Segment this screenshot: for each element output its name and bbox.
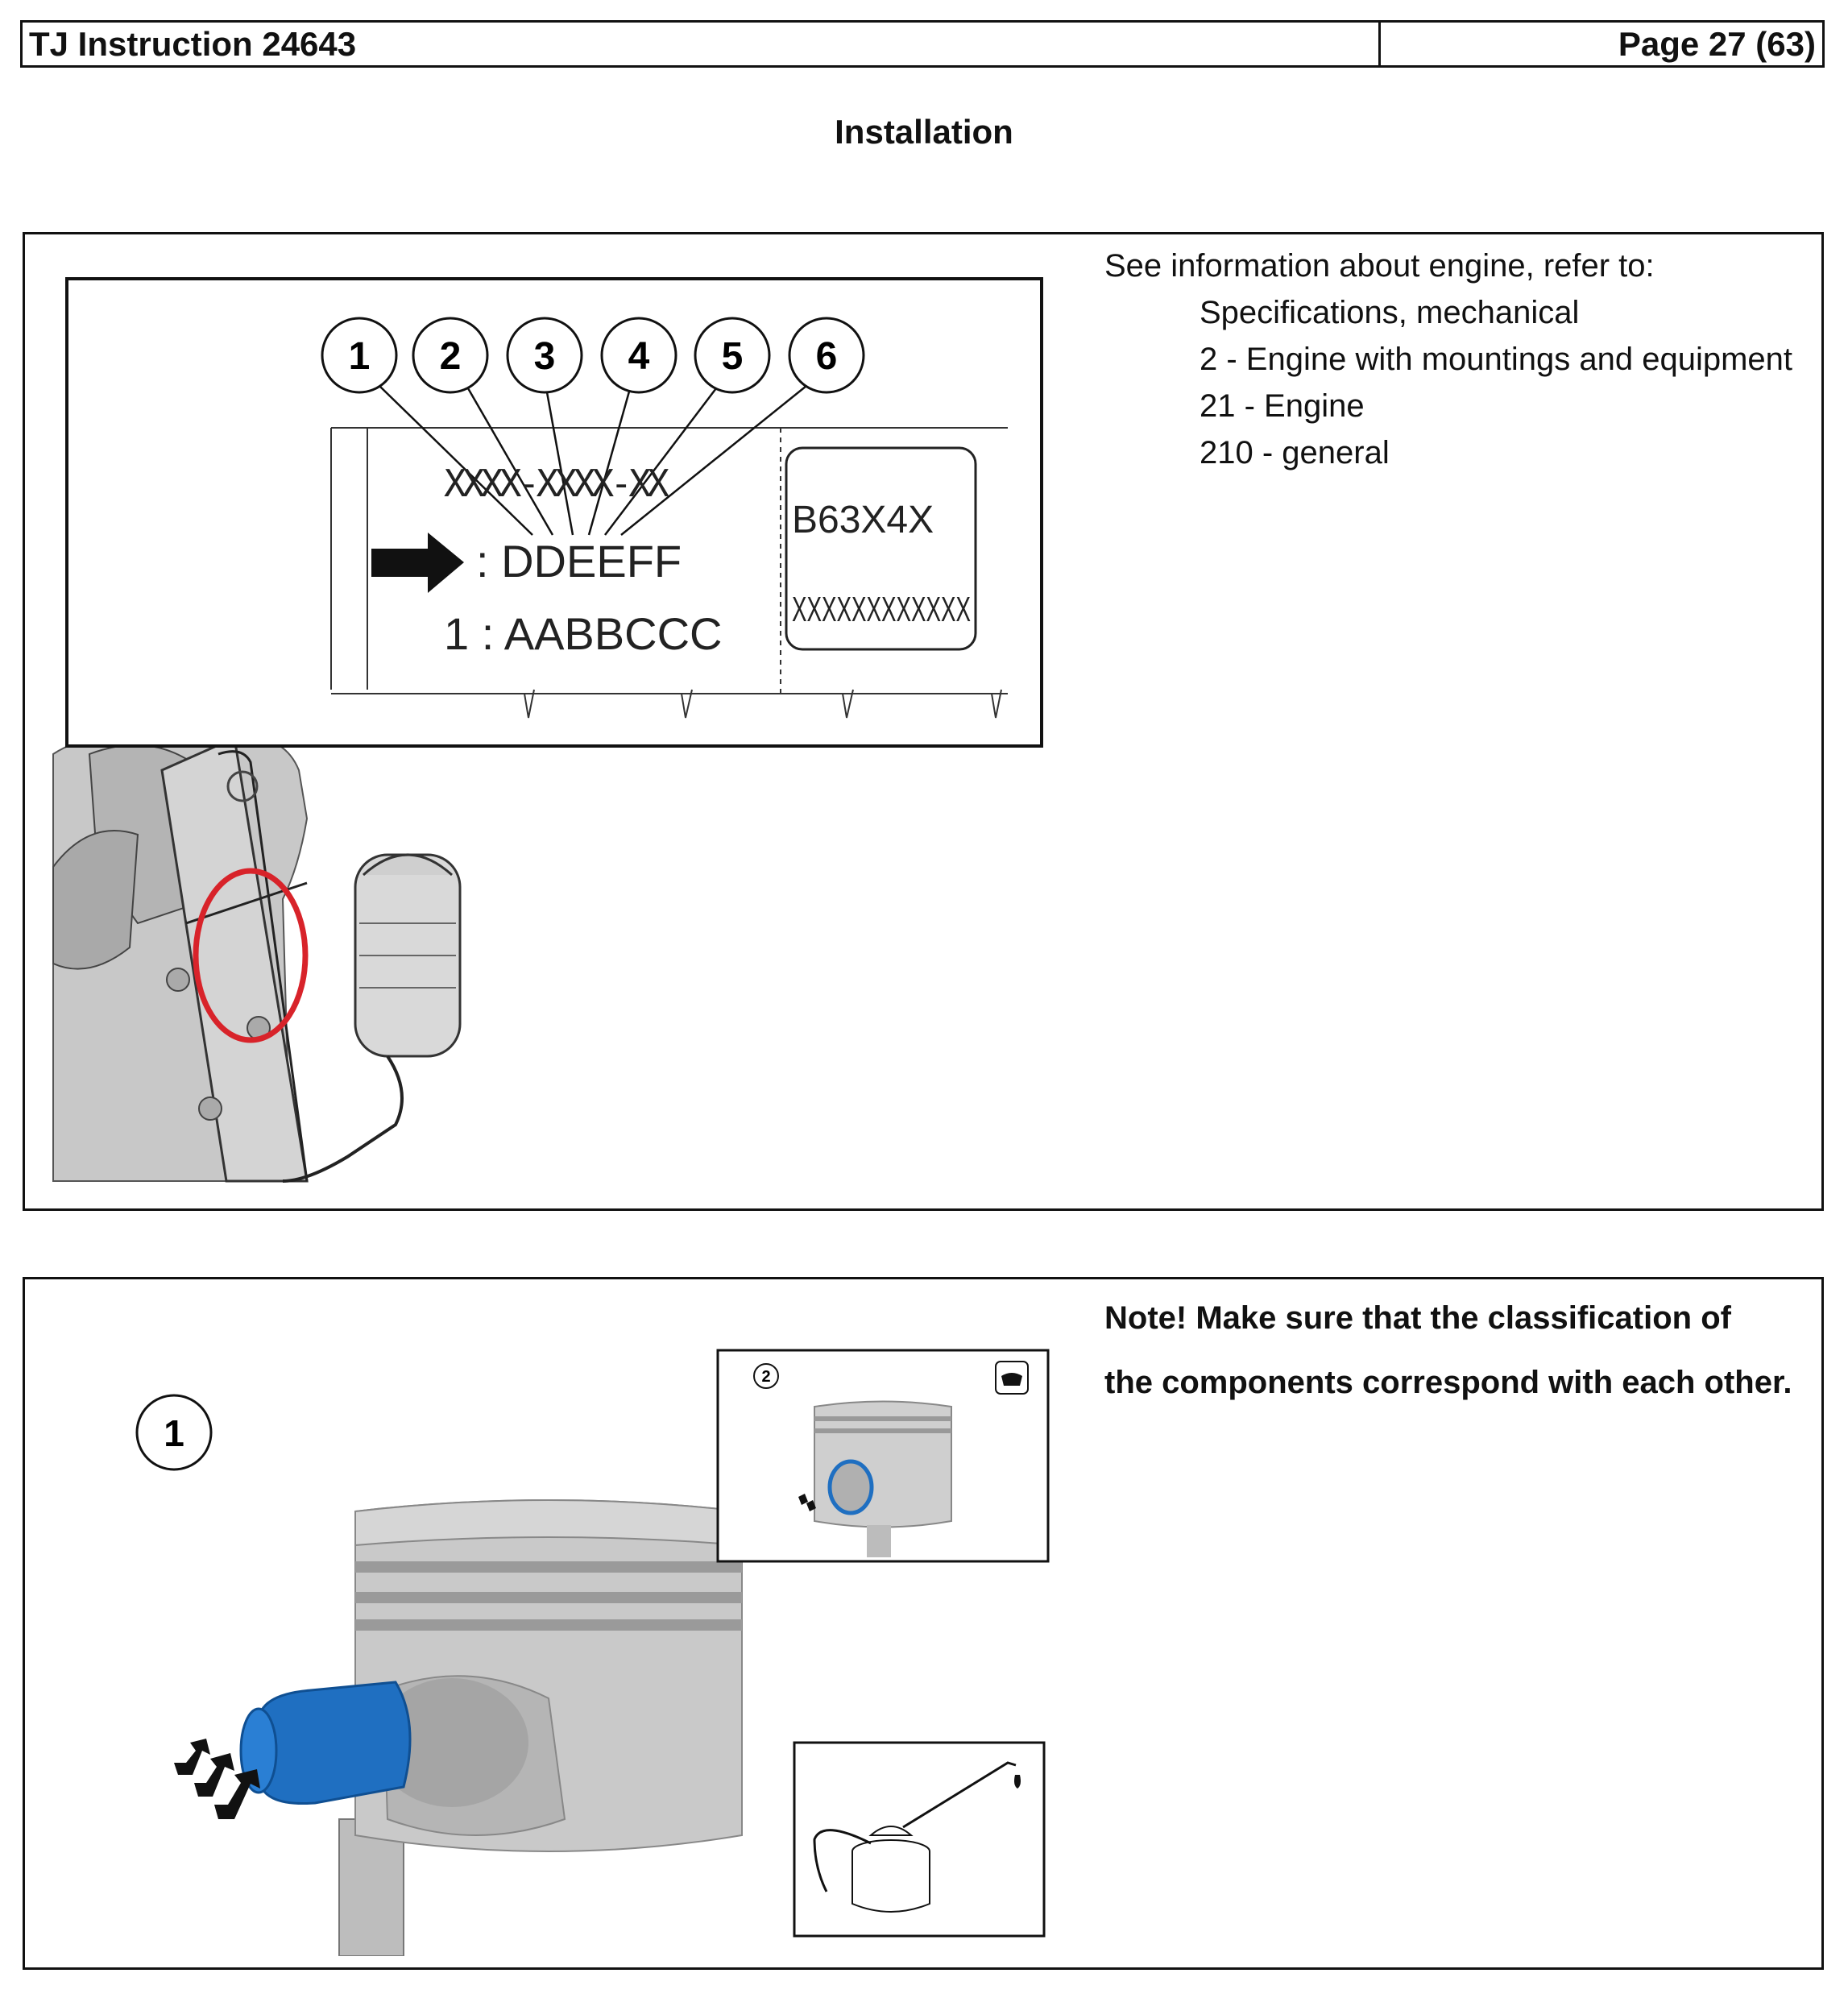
- section-title: Installation: [835, 113, 1013, 151]
- piston-inset: [718, 1350, 1048, 1561]
- piston-pin: [259, 1682, 410, 1804]
- page-number: Page 27 (63): [1618, 25, 1816, 63]
- callout-1-label: 1: [348, 335, 371, 378]
- reference-item: 2 - Engine with mountings and equipment: [1200, 342, 1793, 377]
- callout-6-label: 6: [815, 335, 838, 378]
- piston-illustration: [174, 1500, 742, 1956]
- engine-code-line2: 1 : AABBCCC: [444, 608, 723, 659]
- callout-2-label: 2: [439, 335, 462, 378]
- note-line: the components correspond with each other.: [1104, 1365, 1792, 1400]
- note-line: Note! Make sure that the classification of: [1104, 1300, 1731, 1336]
- page-header: [20, 20, 1825, 68]
- step-callout-label: 1: [164, 1412, 184, 1454]
- reference-text: [1104, 242, 1813, 476]
- plate-serial: XXXXXXXXXXXX: [792, 590, 971, 629]
- piston-pin-figure: [97, 1336, 1072, 1956]
- step-panel-piston: [23, 1277, 1824, 1970]
- engine-code-detail: [67, 279, 1042, 746]
- reference-item: Specifications, mechanical: [1200, 295, 1580, 330]
- plate-model: B63X4X: [792, 499, 934, 541]
- reference-item: 21 - Engine: [1200, 388, 1365, 424]
- document-title: TJ Instruction 24643: [23, 23, 1381, 65]
- callout-5-label: 5: [721, 335, 744, 378]
- classification-note: [1104, 1286, 1813, 1415]
- engine-identification-figure: [41, 255, 1056, 1197]
- engine-illustration: [49, 730, 661, 1181]
- callout-4-label: 4: [628, 335, 650, 378]
- callout-3-label: 3: [533, 335, 556, 378]
- reference-item: 210 - general: [1200, 435, 1390, 470]
- engine-code-line1: : DDEEFF: [476, 536, 682, 587]
- step-panel-engine-info: [23, 232, 1824, 1211]
- oil-can-icon: [794, 1743, 1044, 1936]
- engine-code-top: XXXX-XXXX-XX: [444, 462, 669, 505]
- reference-intro: See information about engine, refer to:: [1104, 248, 1655, 284]
- inset-callout-label: 2: [761, 1368, 771, 1386]
